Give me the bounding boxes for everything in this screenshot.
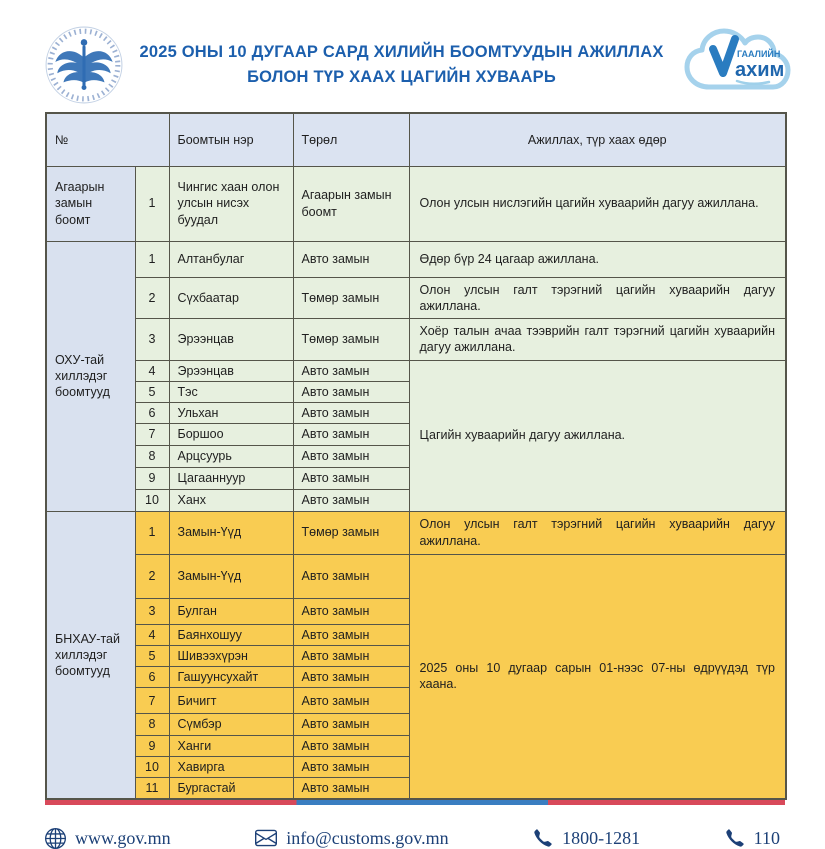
row-number-cell: 9 bbox=[135, 467, 169, 489]
type-cell: Авто замын bbox=[293, 667, 409, 688]
row-number-cell: 1 bbox=[135, 241, 169, 277]
checkpoint-name-cell: Боршоо bbox=[169, 424, 293, 445]
note-cell: 2025 оны 10 дугаар сарын 01-нээс 07-ны өдрүүдэд түр хаана. bbox=[409, 554, 786, 799]
globe-icon bbox=[45, 828, 66, 849]
row-number-cell: 7 bbox=[135, 424, 169, 445]
checkpoint-name-cell: Баянхошуу bbox=[169, 624, 293, 645]
table-header-row bbox=[46, 113, 786, 166]
checkpoint-name-cell: Булган bbox=[169, 598, 293, 624]
type-cell: Авто замын bbox=[293, 778, 409, 800]
phone-icon bbox=[533, 828, 553, 848]
row-number-cell: 6 bbox=[135, 403, 169, 424]
type-cell: Авто замын bbox=[293, 598, 409, 624]
row-number-cell: 4 bbox=[135, 624, 169, 645]
type-cell: Агаарын замын боомт bbox=[293, 166, 409, 241]
checkpoint-name-cell: Гашуунсухайт bbox=[169, 667, 293, 688]
group-label-cell: ОХУ-тай хиллэдэг боомтууд bbox=[46, 241, 135, 511]
cloud-logo-icon bbox=[677, 25, 799, 105]
type-cell: Авто замын bbox=[293, 381, 409, 402]
page-title-line2: БОЛОН ТҮР ХААХ ЦАГИЙН ХУВААРЬ bbox=[247, 68, 556, 86]
row-number-cell: 9 bbox=[135, 735, 169, 756]
email-contact bbox=[255, 827, 448, 849]
type-cell: Авто замын bbox=[293, 489, 409, 511]
checkpoint-name-cell: Цагааннуур bbox=[169, 467, 293, 489]
website-link[interactable]: www.gov.mn bbox=[75, 827, 171, 848]
checkpoint-name-cell: Эрээнцав bbox=[169, 360, 293, 381]
phone-main-number: 1800-1281 bbox=[562, 827, 641, 848]
type-cell: Авто замын bbox=[293, 241, 409, 277]
checkpoint-name-cell: Хавирга bbox=[169, 756, 293, 777]
checkpoint-name-cell: Эрээнцав bbox=[169, 319, 293, 361]
row-number-cell: 3 bbox=[135, 319, 169, 361]
phone-main-contact bbox=[533, 828, 640, 849]
section-china bbox=[46, 511, 786, 799]
type-cell: Авто замын bbox=[293, 360, 409, 381]
group-label-cell: Агаарын замын боомт bbox=[46, 166, 135, 241]
type-cell: Авто замын bbox=[293, 688, 409, 714]
checkpoint-name-cell: Арцсуурь bbox=[169, 445, 293, 467]
note-cell: Олон улсын нислэгийн цагийн хуваарийн дагуу ажиллана. bbox=[409, 166, 786, 241]
column-header-number: № bbox=[46, 113, 169, 166]
phone-icon bbox=[725, 828, 745, 848]
table-row bbox=[46, 319, 786, 361]
type-cell: Авто замын bbox=[293, 735, 409, 756]
cloud-logo-main-text: ахим bbox=[735, 59, 785, 81]
note-cell: Цагийн хуваарийн дагуу ажиллана. bbox=[409, 360, 786, 511]
row-number-cell: 1 bbox=[135, 166, 169, 241]
border-checkpoint-schedule-table bbox=[45, 112, 787, 800]
checkpoint-name-cell: Сүмбэр bbox=[169, 714, 293, 735]
row-number-cell: 7 bbox=[135, 688, 169, 714]
envelope-icon bbox=[255, 827, 277, 849]
phone-short-number: 110 bbox=[753, 827, 780, 848]
table-header bbox=[46, 113, 786, 166]
row-number-cell: 1 bbox=[135, 511, 169, 554]
table-row bbox=[46, 554, 786, 598]
row-number-cell: 8 bbox=[135, 445, 169, 467]
row-number-cell: 2 bbox=[135, 277, 169, 319]
page-title-line1: 2025 ОНЫ 10 ДУГААР САРД ХИЛИЙН БООМТУУДЫН АЖИЛЛАХ bbox=[139, 43, 664, 62]
customs-emblem-logo bbox=[42, 24, 126, 106]
cloud-logo-top-text: ГААЛИЙН bbox=[737, 49, 781, 59]
checkpoint-name-cell: Ханги bbox=[169, 735, 293, 756]
row-number-cell: 5 bbox=[135, 381, 169, 402]
page-footer bbox=[45, 827, 780, 849]
table-row bbox=[46, 277, 786, 319]
section-russia bbox=[46, 241, 786, 511]
customs-emblem-icon bbox=[43, 24, 125, 106]
website-contact bbox=[45, 828, 171, 849]
table-row bbox=[46, 360, 786, 381]
table-row bbox=[46, 511, 786, 554]
page-title bbox=[136, 40, 667, 90]
column-header-working-days: Ажиллах, түр хаах өдөр bbox=[409, 113, 786, 166]
table-row bbox=[46, 166, 786, 241]
type-cell: Авто замын bbox=[293, 424, 409, 445]
type-cell: Авто замын bbox=[293, 714, 409, 735]
checkpoint-name-cell: Ульхан bbox=[169, 403, 293, 424]
row-number-cell: 3 bbox=[135, 598, 169, 624]
type-cell: Авто замын bbox=[293, 403, 409, 424]
email-link[interactable]: info@customs.gov.mn bbox=[286, 827, 449, 848]
row-number-cell: 2 bbox=[135, 554, 169, 598]
checkpoint-name-cell: Алтанбулаг bbox=[169, 241, 293, 277]
checkpoint-name-cell: Сүхбаатар bbox=[169, 277, 293, 319]
checkpoint-name-cell: Замын-Үүд bbox=[169, 554, 293, 598]
type-cell: Төмөр замын bbox=[293, 277, 409, 319]
checkpoint-name-cell: Тэс bbox=[169, 381, 293, 402]
table-row bbox=[46, 241, 786, 277]
type-cell: Авто замын bbox=[293, 445, 409, 467]
phone-short-contact bbox=[725, 828, 780, 849]
checkpoint-name-cell: Бичигт bbox=[169, 688, 293, 714]
page-header bbox=[0, 0, 825, 112]
column-header-type: Төрөл bbox=[293, 113, 409, 166]
group-label-cell: БНХАУ-тай хиллэдэг боомтууд bbox=[46, 511, 135, 799]
row-number-cell: 5 bbox=[135, 645, 169, 666]
type-cell: Авто замын bbox=[293, 467, 409, 489]
row-number-cell: 8 bbox=[135, 714, 169, 735]
checkpoint-name-cell: Бургастай bbox=[169, 778, 293, 800]
type-cell: Төмөр замын bbox=[293, 319, 409, 361]
checkpoint-name-cell: Ханх bbox=[169, 489, 293, 511]
type-cell: Авто замын bbox=[293, 756, 409, 777]
note-cell: Өдөр бүр 24 цагаар ажиллана. bbox=[409, 241, 786, 277]
note-cell: Олон улсын галт тэрэгний цагийн хуваарийн дагуу ажиллана. bbox=[409, 511, 786, 554]
type-cell: Төмөр замын bbox=[293, 511, 409, 554]
checkpoint-name-cell: Замын-Үүд bbox=[169, 511, 293, 554]
row-number-cell: 4 bbox=[135, 360, 169, 381]
note-cell: Олон улсын галт тэрэгний цагийн хуваарийн дагуу ажиллана. bbox=[409, 277, 786, 319]
note-cell: Хоёр талын ачаа тээврийн галт тэрэгний цагийн хуваарийн дагуу ажиллана. bbox=[409, 319, 786, 361]
row-number-cell: 6 bbox=[135, 667, 169, 688]
digital-customs-logo bbox=[677, 25, 799, 105]
row-number-cell: 10 bbox=[135, 489, 169, 511]
column-header-checkpoint-name: Боомтын нэр bbox=[169, 113, 293, 166]
type-cell: Авто замын bbox=[293, 554, 409, 598]
decorative-stripe bbox=[45, 800, 785, 805]
checkpoint-name-cell: Шивээхүрэн bbox=[169, 645, 293, 666]
checkpoint-name-cell: Чингис хаан олон улсын нисэх буудал bbox=[169, 166, 293, 241]
row-number-cell: 11 bbox=[135, 778, 169, 800]
type-cell: Авто замын bbox=[293, 624, 409, 645]
type-cell: Авто замын bbox=[293, 645, 409, 666]
section-air bbox=[46, 166, 786, 241]
row-number-cell: 10 bbox=[135, 756, 169, 777]
